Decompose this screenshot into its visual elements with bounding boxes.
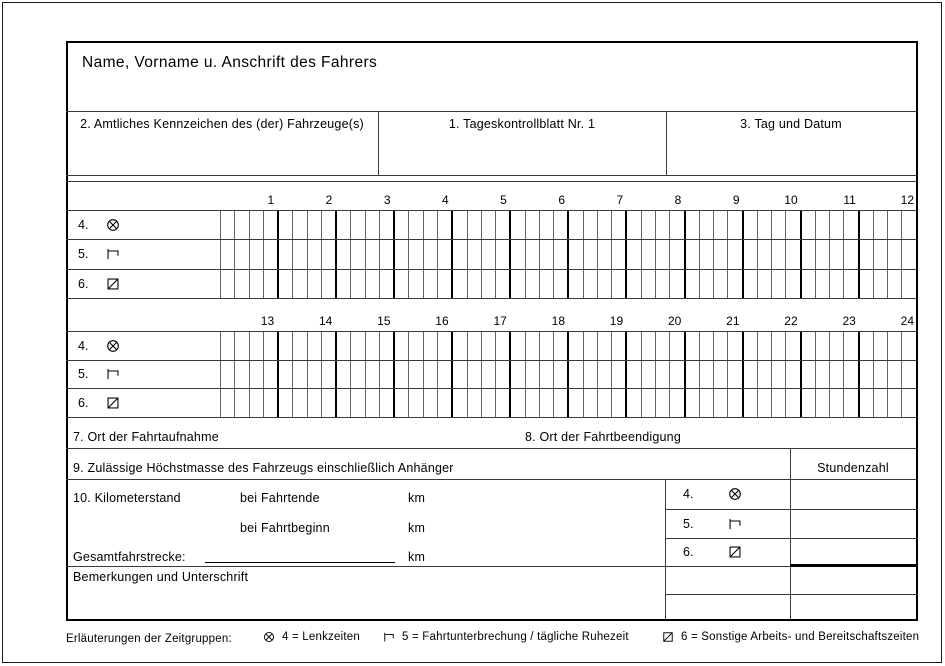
km-unit-2: km: [408, 521, 426, 535]
field8-label: 8. Ort der Fahrtbeendigung: [525, 430, 681, 444]
hour-label: 18: [551, 314, 565, 328]
row-number: 6.: [78, 395, 89, 410]
rest-icon: [106, 367, 120, 381]
legend-text: 5 = Fahrtunterbrechung / tägliche Ruhezeit: [402, 631, 629, 643]
hour-label: 19: [609, 314, 624, 328]
divider-line: [66, 181, 916, 182]
time-cell[interactable]: [409, 210, 423, 298]
grid-row-driving: [78, 331, 120, 360]
hour-label: 10: [784, 193, 798, 207]
divider-line: [66, 239, 916, 240]
rest-icon: [106, 247, 120, 261]
time-cell[interactable]: [598, 331, 612, 417]
field7-label: 7. Ort der Fahrtaufnahme: [73, 430, 219, 444]
time-cell[interactable]: [888, 210, 902, 298]
legend-item-driving: [263, 629, 360, 645]
time-cell[interactable]: [468, 210, 482, 298]
divider-line: [66, 417, 916, 418]
time-cell[interactable]: [308, 210, 322, 298]
time-cell[interactable]: [598, 210, 612, 298]
time-cell[interactable]: [860, 331, 874, 417]
time-cell[interactable]: [714, 210, 728, 298]
hour-label: 4: [441, 193, 449, 207]
time-cell[interactable]: [453, 331, 467, 417]
hour-label: 15: [377, 314, 391, 328]
hour-label: 16: [435, 314, 449, 328]
time-cell[interactable]: [844, 331, 859, 417]
time-cell[interactable]: [744, 331, 758, 417]
time-cell[interactable]: [902, 210, 917, 298]
time-cell[interactable]: [686, 331, 700, 417]
grid-row-other-work: [78, 269, 120, 298]
time-cell[interactable]: [860, 210, 874, 298]
grid-row-rest: [78, 239, 120, 269]
hour-label: 5: [500, 193, 507, 207]
time-cell[interactable]: [337, 210, 351, 298]
divider-line: [66, 566, 790, 567]
time-cell[interactable]: [802, 331, 816, 417]
time-cell[interactable]: [670, 331, 685, 417]
hour-label: 12: [900, 193, 914, 207]
grid-row-other-work: [78, 388, 120, 417]
time-cell[interactable]: [438, 331, 453, 417]
field10-label: 10. Kilometerstand: [73, 491, 181, 505]
hour-label: 8: [674, 193, 682, 207]
hour-label: 6: [558, 193, 565, 207]
summary-row-driving: [683, 479, 742, 509]
driving-icon: [728, 487, 742, 501]
legend-item-rest: [383, 629, 629, 645]
time-cell[interactable]: [816, 210, 830, 298]
summary-extra-cell-right-1[interactable]: [792, 568, 916, 592]
legend-text: 6 = Sonstige Arbeits- und Bereitschaftszeiten: [681, 631, 920, 643]
time-cell[interactable]: [758, 210, 772, 298]
time-cell[interactable]: [714, 331, 728, 417]
kennzeichen-input-area[interactable]: [70, 134, 374, 174]
divider-line: [66, 269, 916, 270]
summary-row-rest: [683, 509, 742, 538]
divider-line: [66, 479, 916, 480]
hour-label: 1: [267, 193, 275, 207]
time-cell[interactable]: [569, 210, 583, 298]
divider-line: [790, 564, 918, 567]
other-work-icon: [106, 277, 120, 291]
stundenzahl-label: Stundenzahl: [817, 461, 889, 475]
time-cell[interactable]: [351, 331, 365, 417]
divider-line: [66, 210, 916, 211]
form-title: Name, Vorname u. Anschrift des Fahrers: [82, 54, 378, 71]
fahrtbeginn-label: bei Fahrtbeginn: [240, 521, 330, 535]
row-number: 5.: [683, 516, 694, 531]
summary-extra-cell-left-2[interactable]: [667, 596, 788, 617]
time-cell[interactable]: [366, 331, 380, 417]
time-cell[interactable]: [816, 331, 830, 417]
row-number: 4.: [683, 487, 694, 501]
time-cell[interactable]: [337, 331, 351, 417]
time-cell[interactable]: [308, 331, 322, 417]
time-cell[interactable]: [351, 210, 365, 298]
time-cell[interactable]: [496, 210, 511, 298]
time-cell[interactable]: [569, 331, 583, 417]
divider-line: [665, 479, 666, 620]
time-cell[interactable]: [612, 331, 627, 417]
time-cell[interactable]: [700, 331, 714, 417]
hour-label: 2: [325, 193, 333, 207]
time-cell[interactable]: [380, 210, 395, 298]
hour-label: 20: [667, 314, 682, 328]
divider-line: [665, 594, 918, 595]
time-cell[interactable]: [656, 331, 670, 417]
field2-label: 2. Amtliches Kennzeichen des (der) Fahrzeuge(s): [80, 117, 364, 131]
time-grid-section: [220, 210, 918, 298]
time-cell[interactable]: [366, 210, 380, 298]
time-cell[interactable]: [395, 331, 409, 417]
time-cell[interactable]: [554, 210, 569, 298]
time-cell[interactable]: [424, 331, 438, 417]
field3-label: 3. Tag und Datum: [740, 117, 842, 131]
fahrtende-label: bei Fahrtende: [240, 491, 320, 505]
hoechstmasse-input-area[interactable]: [470, 453, 770, 475]
time-cell[interactable]: [496, 331, 511, 417]
time-cell[interactable]: [221, 331, 235, 417]
time-cell[interactable]: [700, 210, 714, 298]
gesamtfahrstrecke-input[interactable]: [205, 546, 395, 561]
time-cell[interactable]: [802, 210, 816, 298]
time-cell[interactable]: [264, 210, 279, 298]
time-cell[interactable]: [424, 210, 438, 298]
time-cell[interactable]: [554, 331, 569, 417]
time-cell[interactable]: [540, 331, 554, 417]
field1-label: 1. Tageskontrollblatt Nr. 1: [448, 117, 596, 131]
time-cell[interactable]: [584, 210, 598, 298]
summary-extra-cell-right-2[interactable]: [792, 596, 916, 617]
kontrollblatt-input-area[interactable]: [382, 134, 662, 174]
time-cell[interactable]: [686, 210, 700, 298]
divider-line: [66, 331, 916, 332]
driving-icon: [106, 218, 120, 232]
stundenzahl-cell-driving[interactable]: [792, 481, 916, 507]
hour-label: 9: [732, 193, 740, 207]
time-cell[interactable]: [279, 210, 293, 298]
legend-item-other-work: [662, 629, 919, 645]
stundenzahl-cell-other-work[interactable]: [792, 540, 916, 562]
grid-row-driving: [78, 210, 120, 239]
time-cell[interactable]: [830, 210, 844, 298]
km-unit-3: km: [408, 550, 426, 564]
row-number: 5.: [78, 247, 89, 261]
hour-label: 13: [260, 314, 275, 328]
time-cell[interactable]: [874, 331, 888, 417]
time-cell[interactable]: [293, 210, 307, 298]
hour-label: 17: [493, 314, 507, 328]
time-cell[interactable]: [786, 331, 801, 417]
divider-line: [66, 175, 916, 176]
form-border-top: [66, 41, 918, 43]
time-cell[interactable]: [728, 331, 743, 417]
divider-line: [66, 360, 916, 361]
time-cell[interactable]: [786, 210, 801, 298]
time-cell[interactable]: [409, 331, 423, 417]
row-number: 4.: [78, 217, 89, 232]
hour-label: 24: [900, 314, 914, 328]
time-cell[interactable]: [584, 331, 598, 417]
legend-text: 4 = Lenkzeiten: [282, 631, 360, 643]
time-cell[interactable]: [888, 331, 902, 417]
divider-line: [666, 111, 667, 175]
divider-line: [378, 111, 379, 175]
hour-label: 11: [843, 193, 856, 207]
time-cell[interactable]: [642, 331, 656, 417]
other-work-icon: [662, 631, 674, 643]
other-work-icon: [728, 545, 742, 559]
legend-title: Erläuterungen der Zeitgruppen:: [66, 633, 232, 645]
time-cell[interactable]: [395, 210, 409, 298]
time-cell[interactable]: [482, 331, 496, 417]
divider-line: [66, 111, 916, 112]
field9-label: 9. Zulässige Höchstmasse des Fahrzeugs einschließlich Anhänger: [73, 461, 454, 475]
time-cell[interactable]: [482, 210, 496, 298]
hour-label: 7: [616, 193, 624, 207]
summary-extra-cell-left-1[interactable]: [667, 568, 788, 592]
divider-line: [66, 298, 916, 299]
stundenzahl-cell-rest[interactable]: [792, 511, 916, 536]
time-cell[interactable]: [511, 331, 525, 417]
time-cell[interactable]: [250, 210, 264, 298]
divider-line: [66, 388, 916, 389]
rest-icon: [383, 631, 395, 643]
time-cell[interactable]: [627, 331, 641, 417]
fahrtende-km-input[interactable]: [300, 486, 400, 506]
hour-label: 22: [784, 314, 798, 328]
time-cell[interactable]: [772, 331, 786, 417]
other-work-icon: [106, 396, 120, 410]
time-cell[interactable]: [322, 331, 337, 417]
time-cell[interactable]: [758, 331, 772, 417]
time-cell[interactable]: [902, 331, 917, 417]
time-cell[interactable]: [830, 331, 844, 417]
time-cell[interactable]: [526, 331, 540, 417]
time-cell[interactable]: [526, 210, 540, 298]
time-cell[interactable]: [772, 210, 786, 298]
rest-icon: [728, 517, 742, 531]
row-number: 4.: [78, 338, 89, 353]
fahrtaufnahme-input-area[interactable]: [232, 422, 512, 446]
hour-label: 21: [726, 314, 740, 328]
driving-icon: [263, 631, 275, 643]
divider-line: [66, 448, 916, 449]
time-cell[interactable]: [453, 210, 467, 298]
hour-label: 14: [318, 314, 333, 328]
time-cell[interactable]: [642, 210, 656, 298]
driving-icon: [106, 339, 120, 353]
km-unit-1: km: [408, 491, 426, 505]
time-cell[interactable]: [250, 331, 264, 417]
time-cell[interactable]: [380, 331, 395, 417]
time-cell[interactable]: [264, 331, 279, 417]
time-grid-section: [220, 331, 918, 417]
time-cell[interactable]: [670, 210, 685, 298]
time-cell[interactable]: [744, 210, 758, 298]
summary-row-other-work: [683, 538, 742, 566]
time-cell[interactable]: [511, 210, 525, 298]
time-cell[interactable]: [221, 210, 235, 298]
time-cell[interactable]: [656, 210, 670, 298]
time-cell[interactable]: [235, 210, 249, 298]
time-cell[interactable]: [540, 210, 554, 298]
bemerkungen-label: Bemerkungen und Unterschrift: [73, 570, 249, 584]
row-number: 6.: [683, 545, 694, 559]
time-cell[interactable]: [438, 210, 453, 298]
fahrtbeendigung-input-area[interactable]: [690, 422, 910, 446]
bemerkungen-input-area[interactable]: [70, 588, 660, 616]
time-cell[interactable]: [612, 210, 627, 298]
name-input-area[interactable]: [70, 78, 910, 108]
datum-input-area[interactable]: [670, 134, 912, 174]
hour-label: 3: [383, 193, 391, 207]
time-cell[interactable]: [468, 331, 482, 417]
time-cell[interactable]: [728, 210, 743, 298]
time-cell[interactable]: [874, 210, 888, 298]
gesamtfahrstrecke-line: [205, 562, 395, 563]
time-cell[interactable]: [844, 210, 859, 298]
fahrtbeginn-km-input[interactable]: [300, 516, 400, 536]
time-cell[interactable]: [235, 331, 249, 417]
grid-row-rest: [78, 360, 120, 388]
time-cell[interactable]: [322, 210, 337, 298]
row-number: 5.: [78, 367, 89, 381]
time-cell[interactable]: [279, 331, 293, 417]
row-number: 6.: [78, 276, 89, 291]
time-cell[interactable]: [627, 210, 641, 298]
gesamtfahrstrecke-label: Gesamtfahrstrecke:: [73, 550, 186, 564]
hour-label: 23: [842, 314, 856, 328]
time-cell[interactable]: [293, 331, 307, 417]
